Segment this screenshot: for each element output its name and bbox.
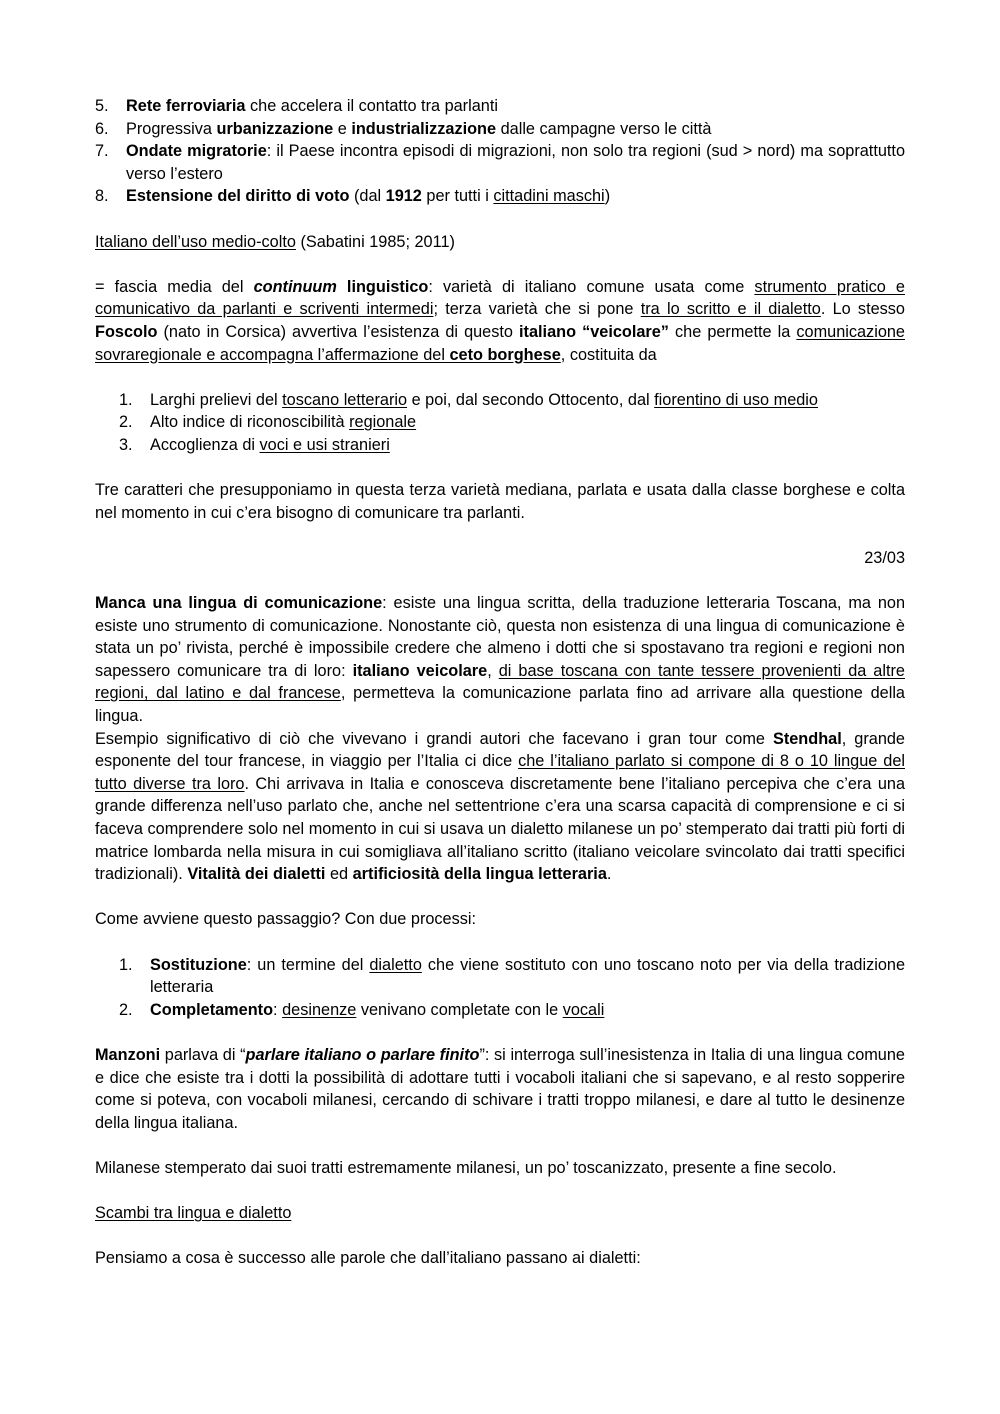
list-number: 8. [95,187,109,206]
underlined-text: Scambi tra lingua e dialetto [95,1204,292,1223]
bold-text: continuum [253,277,337,296]
underlined-text: regionale [349,413,417,432]
underlined-text: comunicazione sovraregionale e accompagna l’affermazione del [95,322,905,364]
bold-text: Ondate migratorie [126,142,267,161]
text-run: , permetteva la comunicazione parlata fino ad arrivare alla questione della lingua. [95,684,905,726]
list-item [95,140,905,185]
paragraph-lingua-comunicazione [95,592,905,728]
list-item [95,118,905,141]
text-run: parlava di “ [160,1045,246,1064]
bold-text: urbanizzazione [216,119,334,138]
paragraph-stendhal [95,728,905,886]
underlined-text: toscano letterario [282,390,408,409]
list-caratteri [95,389,905,457]
bold-text: Rete ferroviaria [126,97,246,115]
text-run: che permette la [668,322,797,341]
list-number: 6. [95,119,109,138]
text-run: e [333,119,352,138]
text-run: , [487,661,499,680]
text-run: venivano completate con le [356,1000,563,1019]
list-number: 1. [119,955,133,974]
text-run: : [273,1000,283,1019]
underlined-text: Italiano dell’uso medio-colto [95,232,296,251]
underlined-text: ceto borghese [449,345,561,364]
text-run: . [606,865,612,884]
text-run: Alto indice di riconoscibilità [150,413,350,432]
text-run: : il Paese incontra episodi di migrazioni, non solo tra regioni (sud > nord) ma soprattutto verso l’estero [126,142,906,183]
list-number: 2. [119,1000,133,1019]
text-run: e poi, dal secondo Ottocento, dal [407,390,655,409]
underlined-text: cittadini maschi [493,187,605,206]
bold-text: linguistico [336,277,429,296]
section-heading-italiano-medio [95,231,905,254]
list-item [95,954,905,999]
text-run: (Sabatini 1985; 2011) [295,232,455,251]
bold-text: artificiosità della lingua letteraria [352,865,607,884]
text-run: , costituita da [560,345,657,364]
bold-text: Manca una lingua di comunicazione [95,594,383,613]
paragraph-continuum [95,276,905,366]
bold-text: Completamento [150,1000,274,1019]
text-run: Accoglienza di [150,435,260,454]
text-run: = fascia media del [95,277,254,296]
bold-text: Estensione del diritto di voto [126,187,350,206]
text-run: , grande esponente del tour francese, in viaggio per l’Italia ci dice [95,729,905,771]
text-run: che accelera il contatto tra parlanti [245,97,498,115]
bold-text: 1912 [385,187,422,206]
list-number: 5. [95,97,109,115]
text-run: (dal [349,187,386,206]
list-item [95,95,905,118]
bold-text: industrializzazione [351,119,497,138]
text-run: che viene sostituto con uno toscano noto per via della tradizione letteraria [150,955,905,997]
list-item [95,411,905,434]
paragraph-manzoni [95,1044,905,1134]
list-item [95,999,905,1022]
text-run: Milanese stemperato dai suoi tratti estremamente milanesi, un po’ toscanizzato, presente a fine secolo. [95,1158,837,1177]
text-run: ”: si interroga sull’inesistenza in Italia di una lingua comune e dice che esiste tra i dotti la possibilità di adottare tutti i vocaboli italiani che si sapevano, e al resto sopperire come si poteva, con vocaboli milanesi, cercando di schivare i tratti troppo milanesi, e dare al tutto le desinenze della lingua italiana. [95,1045,905,1132]
text-run: (nato in Corsica) avvertiva l’esistenza di questo [157,322,520,341]
paragraph-passaggio [95,908,905,931]
list-cause [95,95,905,208]
list-number: 7. [95,142,109,161]
text-run: ; terza varietà che si pone [433,300,641,319]
list-number: 3. [119,435,133,454]
text-run: . Chi arrivava in Italia e conosceva discretamente bene l’italiano percepiva che c’era una grande differenza nell’uso parlato che, anche nel settentrione c’era una scarsa capacità di comprensione e ci si faceva comprendere solo nel momento in cui si usava un dialetto milanese un po’ stemperato dai tratti più forti di matrice lombarda nella misura in cui somigliava all’italiano scritto (italiano veicolare svincolato dai tratti specifici tradizionali). [95,774,905,884]
underlined-text: vocali [562,1000,605,1019]
text-run: . Lo stesso [820,300,905,319]
text-run: ) [604,187,611,206]
lesson-date: 23/03 [864,548,905,567]
text-run: per tutti i [421,187,494,206]
list-item [95,185,905,208]
document-body [95,95,905,1270]
text-run: Pensiamo a cosa è successo alle parole che dall’italiano passano ai dialetti: [95,1249,641,1268]
underlined-text: strumento pratico e comunicativo da parlanti e scriventi intermedi [95,277,905,319]
underlined-text: dialetto [369,955,422,974]
underlined-text: tra lo scritto e il dialetto [640,300,821,319]
bold-text: Manzoni [95,1045,161,1064]
underlined-text: desinenze [282,1000,357,1019]
list-item [95,389,905,412]
text-run: Come avviene questo passaggio? Con due processi: [95,910,477,929]
text-run: Larghi prelievi del [150,390,283,409]
bold-text: italiano veicolare [352,661,488,680]
bold-text: Vitalità dei dialetti [187,865,326,884]
text-run: ed [325,865,353,884]
text-run: Progressiva [126,119,217,138]
list-processi [95,954,905,1022]
bold-text: Sostituzione [150,955,247,974]
text-run: dalle campagne verso le città [496,119,712,138]
list-number: 1. [119,390,133,409]
underlined-text: voci e usi stranieri [259,435,390,454]
text-run: : un termine del [246,955,370,974]
section-heading-scambi [95,1202,905,1225]
bold-text: Stendhal [772,729,842,748]
text-run: Tre caratteri che presupponiamo in questa terza varietà mediana, parlata e usata dalla classe borghese e colta nel momento in cui c’era bisogno di comunicare tra parlanti. [95,481,905,522]
underlined-text: che l’italiano parlato si compone di 8 o 10 lingue del tutto diverse tra loro [95,752,905,793]
list-item [95,434,905,457]
text-run: Esempio significativo di ciò che vivevano i grandi autori che facevano i gran tour come [95,729,773,748]
paragraph-parole-dialetti [95,1247,905,1270]
bold-text: Foscolo [95,322,158,341]
bold-text: italiano “veicolare” [519,322,669,341]
bold-text: parlare italiano o parlare finito [245,1045,480,1064]
text-run: : varietà di italiano comune usata come [428,277,755,296]
list-number: 2. [119,413,133,432]
paragraph-tre-caratteri [95,479,905,524]
paragraph-milanese [95,1157,905,1180]
underlined-text: fiorentino di uso medio [654,390,818,409]
text-run: : esiste una lingua scritta, della traduzione letteraria Toscana, ma non esiste uno strumento di comunicazione. Nonostante ciò, questa non esistenza di una lingua di comunicazione è stata un po’ rivista, perché è impossibile credere che almeno i dotti che si spostavano tra regioni e regioni non sapessero comunicare tra di loro: [95,594,905,680]
underlined-text: di base toscana con tante tessere provenienti da altre regioni, dal latino e dal francese [95,661,905,703]
